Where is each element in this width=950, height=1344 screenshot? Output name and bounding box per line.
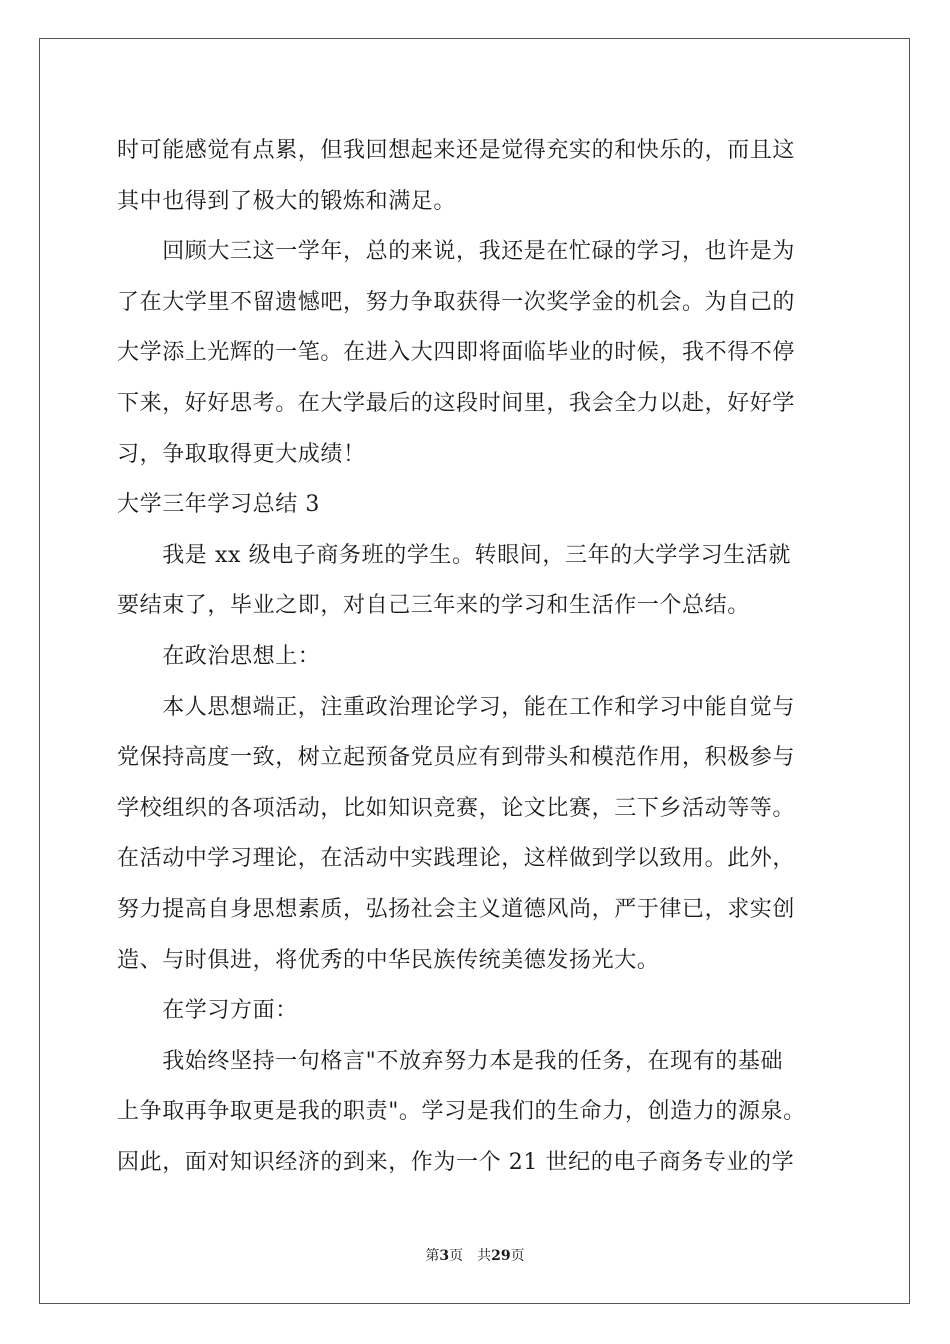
page-unit: 页 [449, 1248, 464, 1264]
text-line: 其中也得到了极大的锻炼和满足。 [117, 188, 457, 214]
text-line: 本人思想端正，注重政治理论学习，能在工作和学习中能自觉与 [117, 694, 796, 720]
text-line: 在学习方面： [117, 998, 298, 1024]
page-total: 29 [491, 1248, 511, 1264]
total-unit: 页 [510, 1248, 525, 1264]
text-line: 造、与时俱进，将优秀的中华民族传统美德发扬光大。 [117, 947, 660, 973]
text-line: 大学添上光辉的一笔。在进入大四即将面临毕业的时候，我不得不停 [117, 340, 796, 366]
text-line: 要结束了，毕业之即，对自己三年来的学习和生活作一个总结。 [117, 593, 750, 619]
text-line: 在活动中学习理论，在活动中实践理论，这样做到学以致用。此外， [117, 846, 796, 872]
document-body [117, 126, 837, 1188]
text-line: 努力提高自身思想素质，弘扬社会主义道德风尚，严于律已，求实创 [117, 896, 796, 922]
text-line: 我是 xx 级电子商务班的学生。转眼间，三年的大学学习生活就 [117, 542, 792, 568]
text-line: 因此，面对知识经济的到来，作为一个 21 世纪的电子商务专业的学 [117, 1149, 795, 1175]
text-line: 了在大学里不留遗憾吧，努力争取获得一次奖学金的机会。为自己的 [117, 289, 796, 315]
text-line: 上争取再争取更是我的职责"。学习是我们的生命力，创造力的源泉。 [117, 1099, 806, 1125]
page-footer [0, 1246, 950, 1266]
page-current: 3 [439, 1248, 450, 1264]
text-line: 时可能感觉有点累，但我回想起来还是觉得充实的和快乐的，而且这 [117, 138, 796, 163]
text-line: 在政治思想上： [117, 643, 321, 669]
total-prefix: 共 [477, 1248, 492, 1264]
page-prefix: 第 [425, 1248, 440, 1264]
section-heading: 大学三年学习总结 3 [117, 492, 320, 518]
text-line: 回顾大三这一学年，总的来说，我还是在忙碌的学习，也许是为 [117, 239, 796, 265]
text-line: 我始终坚持一句格言"不放弃努力本是我的任务，在现有的基础 [117, 1048, 784, 1074]
text-line: 党保持高度一致，树立起预备党员应有到带头和模范作用，积极参与 [117, 745, 796, 771]
text-line: 下来，好好思考。在大学最后的这段时间里，我会全力以赴，好好学 [117, 390, 796, 416]
text-line: 学校组织的各项活动，比如知识竞赛，论文比赛，三下乡活动等等。 [117, 795, 796, 821]
text-line: 习，争取取得更大成绩！ [117, 441, 366, 467]
